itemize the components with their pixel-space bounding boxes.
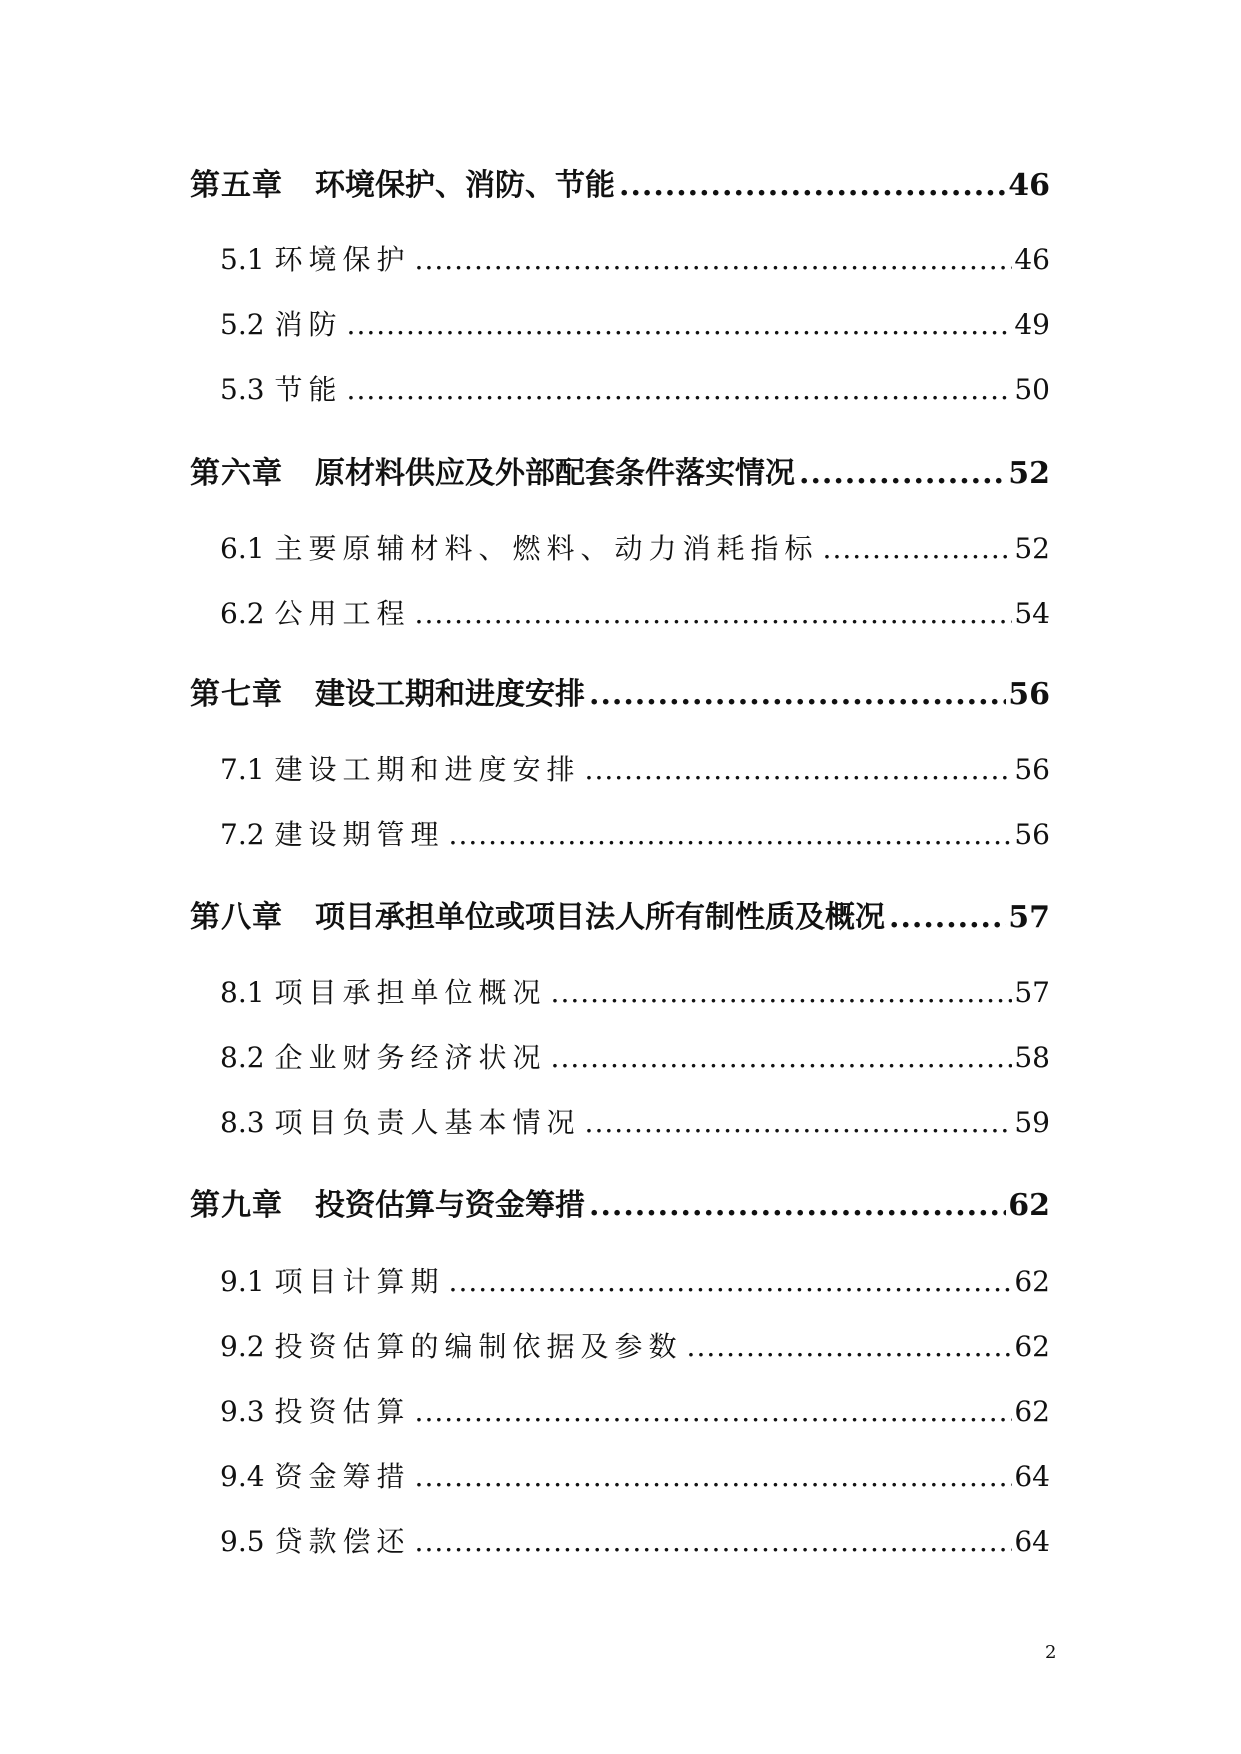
toc-number: 5.1 — [220, 243, 265, 276]
toc-section-5-1[interactable] — [220, 238, 1050, 278]
toc-page: 46 — [1008, 168, 1050, 203]
toc-page: 62 — [1014, 1265, 1050, 1298]
toc-section-5-3[interactable] — [220, 368, 1050, 408]
toc-page: 50 — [1014, 373, 1050, 406]
toc-page: 62 — [1014, 1395, 1050, 1428]
toc-section-9-2[interactable] — [220, 1325, 1050, 1365]
page-number: 2 — [1045, 1642, 1057, 1663]
toc-title: 环境保护 — [274, 243, 411, 276]
toc-title: 项目负责人基本情况 — [274, 1106, 581, 1139]
toc-page: 56 — [1014, 753, 1050, 786]
toc-page: 46 — [1014, 243, 1050, 276]
toc-number: 9.5 — [220, 1525, 265, 1558]
toc-section-9-3[interactable] — [220, 1390, 1050, 1430]
toc-title: 投资估算与资金筹措 — [315, 1188, 585, 1223]
toc-number: 第九章 — [190, 1188, 283, 1223]
toc-number: 7.1 — [220, 753, 265, 786]
toc-leader — [415, 1460, 1013, 1493]
toc-title: 公用工程 — [274, 597, 411, 630]
toc-title: 消防 — [274, 308, 343, 341]
toc-title: 企业财务经济状况 — [274, 1041, 547, 1074]
toc-leader — [347, 308, 1013, 341]
toc-page: 64 — [1014, 1525, 1050, 1558]
toc-title: 节能 — [274, 373, 343, 406]
toc-leader — [449, 818, 1013, 851]
toc-leader — [449, 1265, 1013, 1298]
toc-number: 9.4 — [220, 1460, 265, 1493]
toc-leader — [551, 1041, 1013, 1074]
toc-chapter-6[interactable] — [190, 448, 1050, 492]
toc-section-9-4[interactable] — [220, 1455, 1050, 1495]
toc-section-6-2[interactable] — [220, 592, 1050, 632]
toc-leader — [415, 1525, 1013, 1558]
toc-chapter-5[interactable] — [190, 160, 1050, 204]
toc-title: 原材料供应及外部配套条件落实情况 — [315, 456, 795, 491]
toc-leader — [415, 1395, 1013, 1428]
toc-leader — [589, 1188, 1006, 1223]
toc-leader — [347, 373, 1013, 406]
toc-chapter-9[interactable] — [190, 1180, 1050, 1224]
toc-number: 8.3 — [220, 1106, 265, 1139]
toc-page: 62 — [1008, 1188, 1050, 1223]
toc-number: 8.2 — [220, 1041, 265, 1074]
toc-section-7-2[interactable] — [220, 813, 1050, 853]
toc-leader — [415, 597, 1013, 630]
toc-chapter-8[interactable] — [190, 892, 1050, 936]
toc-title: 项目承担单位或项目法人所有制性质及概况 — [315, 900, 885, 935]
toc-leader — [585, 1106, 1013, 1139]
toc-leader — [619, 168, 1006, 203]
toc-section-5-2[interactable] — [220, 303, 1050, 343]
toc-title: 项目承担单位概况 — [274, 976, 547, 1009]
toc-leader — [589, 677, 1006, 712]
toc-title: 资金筹措 — [274, 1460, 411, 1493]
toc-section-6-1[interactable] — [220, 527, 1050, 567]
toc-title: 主要原辅材料、燃料、动力消耗指标 — [274, 532, 819, 565]
toc-page: 58 — [1014, 1041, 1050, 1074]
toc-section-7-1[interactable] — [220, 748, 1050, 788]
toc-number: 9.1 — [220, 1265, 265, 1298]
toc-section-8-3[interactable] — [220, 1101, 1050, 1141]
toc-title: 建设工期和进度安排 — [274, 753, 581, 786]
toc-number: 6.1 — [220, 532, 265, 565]
toc-number: 6.2 — [220, 597, 265, 630]
toc-page: 56 — [1008, 677, 1050, 712]
toc-leader — [823, 532, 1013, 565]
toc-leader — [585, 753, 1013, 786]
toc-page: 52 — [1008, 456, 1050, 491]
toc-page: 62 — [1014, 1330, 1050, 1363]
toc-title: 投资估算的编制依据及参数 — [274, 1330, 683, 1363]
toc-number: 5.3 — [220, 373, 265, 406]
toc-section-9-5[interactable] — [220, 1520, 1050, 1560]
toc-number: 9.2 — [220, 1330, 265, 1363]
toc-page: 57 — [1008, 900, 1050, 935]
toc-leader — [415, 243, 1013, 276]
toc-number: 第八章 — [190, 900, 283, 935]
toc-section-8-1[interactable] — [220, 971, 1050, 1011]
toc-number: 第六章 — [190, 456, 283, 491]
toc-leader — [551, 976, 1013, 1009]
toc-title: 贷款偿还 — [274, 1525, 411, 1558]
toc-number: 8.1 — [220, 976, 265, 1009]
toc-title: 环境保护、消防、节能 — [315, 168, 615, 203]
toc-leader — [889, 900, 1006, 935]
toc-number: 7.2 — [220, 818, 265, 851]
toc-leader — [799, 456, 1006, 491]
toc-section-8-2[interactable] — [220, 1036, 1050, 1076]
toc-title: 项目计算期 — [274, 1265, 445, 1298]
toc-title: 投资估算 — [274, 1395, 411, 1428]
toc-leader — [687, 1330, 1013, 1363]
toc-page: 54 — [1014, 597, 1050, 630]
toc-page: 59 — [1014, 1106, 1050, 1139]
toc-number: 5.2 — [220, 308, 265, 341]
toc-title: 建设工期和进度安排 — [315, 677, 585, 712]
toc-number: 9.3 — [220, 1395, 265, 1428]
toc-number: 第七章 — [190, 677, 283, 712]
toc-title: 建设期管理 — [274, 818, 445, 851]
toc-page: 56 — [1014, 818, 1050, 851]
toc-chapter-7[interactable] — [190, 669, 1050, 713]
toc-page: 49 — [1014, 308, 1050, 341]
toc-page: 52 — [1014, 532, 1050, 565]
toc-page: 64 — [1014, 1460, 1050, 1493]
toc-section-9-1[interactable] — [220, 1260, 1050, 1300]
toc-page: 57 — [1014, 976, 1050, 1009]
toc-number: 第五章 — [190, 168, 283, 203]
